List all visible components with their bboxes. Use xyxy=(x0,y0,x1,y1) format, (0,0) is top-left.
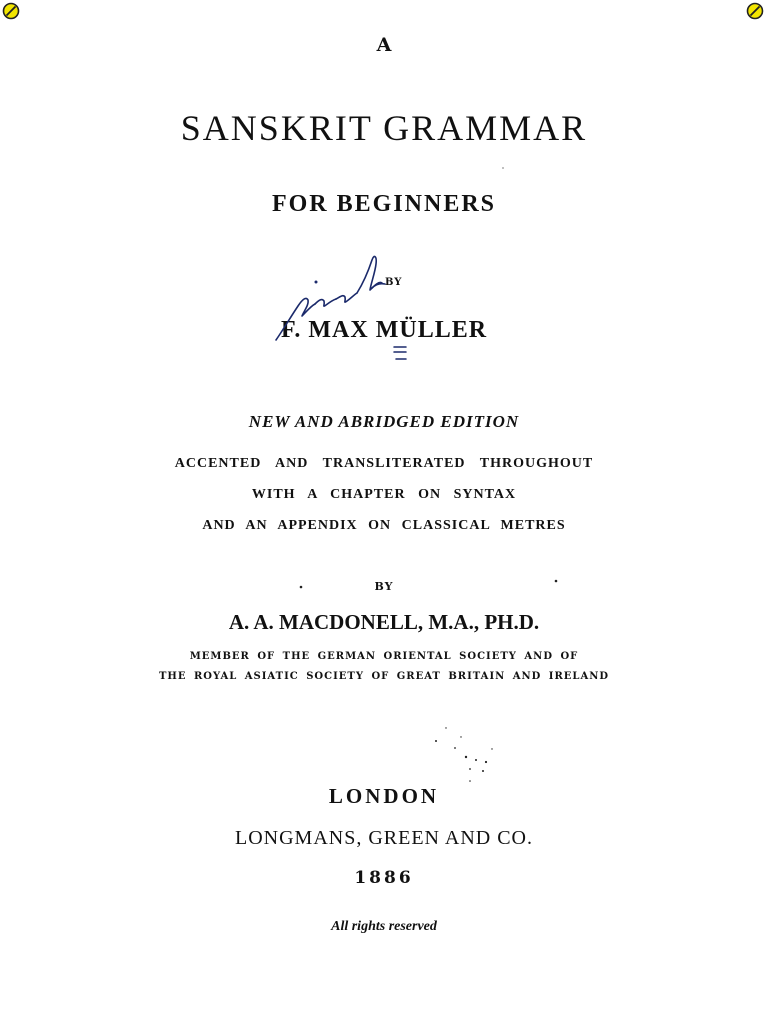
no-entry-icon xyxy=(746,2,764,20)
publisher-city: LONDON xyxy=(328,784,440,808)
membership-line: MEMBER OF THE GERMAN ORIENTAL SOCIETY AND OF xyxy=(189,651,579,662)
book-title: SANSKRIT GRAMMAR xyxy=(180,108,588,148)
author-name: F. MAX MÜLLER xyxy=(280,317,488,343)
book-subtitle: FOR BEGINNERS xyxy=(271,191,497,217)
description-line: AND AN APPENDIX ON CLASSICAL METRES xyxy=(202,518,566,533)
description-line: ACCENTED AND TRANSLITERATED THROUGHOUT xyxy=(174,456,594,471)
edition-statement: NEW AND ABRIDGED EDITION xyxy=(248,412,520,431)
description-line: WITH A CHAPTER ON SYNTAX xyxy=(251,487,517,502)
membership-line: THE ROYAL ASIATIC SOCIETY OF GREAT BRITAIN AND IRELAND xyxy=(158,671,610,682)
publisher-name: LONGMANS, GREEN AND CO. xyxy=(234,827,533,849)
by-author-label: BY xyxy=(385,277,403,288)
title-article: A xyxy=(376,34,392,56)
no-entry-icon xyxy=(2,2,20,20)
rights-statement: All rights reserved xyxy=(331,919,437,934)
by-editor-label: BY xyxy=(374,580,394,593)
editor-name: A. A. MACDONELL, M.A., PH.D. xyxy=(228,610,540,634)
publication-year: 1886 xyxy=(354,868,414,888)
